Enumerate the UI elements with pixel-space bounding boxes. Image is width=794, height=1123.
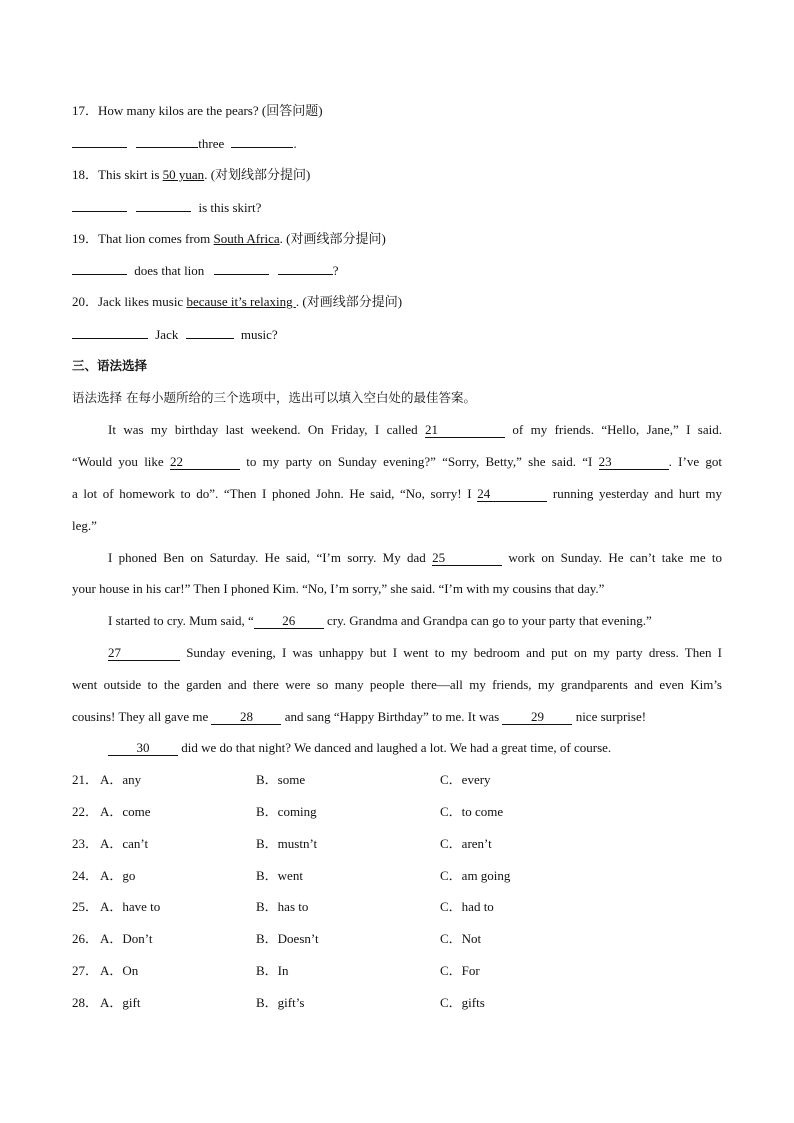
option-a[interactable]: A．go [100, 868, 136, 883]
passage-line: I started to cry. Mum said, “ 26 cry. Grandma and Grandpa can go to your party that evening.” [108, 613, 652, 628]
blank-24[interactable]: 24 [477, 486, 547, 502]
answer-line-20: Jack music? [72, 325, 722, 344]
underlined-phrase: South Africa [213, 231, 280, 246]
option-c[interactable]: C．Not [440, 931, 482, 946]
answer-blank[interactable] [278, 261, 333, 275]
option-c[interactable]: C．had to [440, 899, 494, 914]
answer-line-17: three . [72, 134, 722, 153]
worksheet-page: 17．How many kilos are the pears? (回答问题) three . 18．This skirt is 50 yuan. (对划线部分提问) is this skirt? 19．That lion comes from South Africa. (对画线部分提问) does that lion ? 20．Jack likes music because it’s relaxing . (对画线部分提问) Jack music? 三、语法选择 语法选择 在每小题所给的三个选项中，选出可以填入空白处的最佳答案。 It was my birthday last weekend. On Friday, I called 21 of my friends. “Hello, Jane,” I said. “Would you like 22 to my party on Sunday evening?” “Sorry, Betty,” she said. “I 23 . I’ve got a lot of homework to do”. “Then I phoned John. He said, “No, sorry! I 24 running yesterday and hurt my leg.” I phoned Ben on Saturday. He said, “I’m sorry. My dad 25 work on Sunday. He can’t take me to your house in his car!” Then I phoned Kim. “No, I’m sorry,” she said. “I’m with my cousins that day.” I started to cry. Mum said, “ 26 cry. Grandma and Grandpa can go to your party that evening.” 27 Sunday evening, I was unhappy but I went to my bedroom and put on my party dress. Then I went outside to the garden and there were so many people there—all my friends, my grandparents and even Kim’s cousins! They all gave me 28 and sang “Happy Birthday” to me. It was 29 nice surprise! 30 did we do that night? We danced and laughed a lot. We had a great time, of course. 21． A．any B．some C．every 22． A．come B．coming C．to come 23． A．can’t B．mustn’t C．aren’t 24． A．go B．went C．am going 25． A．have to B．has to C．had to 26． A．Don’t B．Doesn’t C．Not 27． A．On B．In C．For 28． A．gift B．gift’s C．gifts [72, 103, 723, 1010]
answer-blank[interactable] [231, 134, 293, 148]
answer-blank[interactable] [72, 198, 127, 212]
answer-line-19: does that lion ? [72, 261, 722, 280]
answer-blank[interactable] [214, 261, 269, 275]
blank-23[interactable]: 23 [599, 454, 669, 470]
answer-blank[interactable] [136, 198, 191, 212]
option-b[interactable]: B．In [256, 963, 289, 978]
passage-line: cousins! They all gave me 28 and sang “Happy Birthday” to me. It was 29 nice surprise! [72, 709, 647, 724]
underlined-phrase: because it’s relaxing [186, 294, 296, 309]
option-a[interactable]: A．can’t [100, 836, 149, 851]
option-b[interactable]: B．Doesn’t [256, 931, 319, 946]
option-c[interactable]: C．every [440, 772, 491, 787]
option-a[interactable]: A．come [100, 804, 151, 819]
passage-line: went outside to the garden and there were so many people there—all my friends, my grandparents and even Kim’s [72, 677, 722, 692]
option-c[interactable]: C．For [440, 963, 480, 978]
blank-26[interactable]: 26 [254, 613, 324, 629]
passage-line: leg.” [72, 518, 97, 533]
answer-blank[interactable] [186, 325, 234, 339]
option-a[interactable]: A．any [100, 772, 142, 787]
option-b[interactable]: B．has to [256, 899, 309, 914]
option-b[interactable]: B．coming [256, 804, 317, 819]
answer-blank[interactable] [136, 134, 198, 148]
blank-22[interactable]: 22 [170, 454, 240, 470]
answer-line-18: is this skirt? [72, 198, 722, 217]
passage-line: I phoned Ben on Saturday. He said, “I’m sorry. My dad 25 work on Sunday. He can’t take me to [108, 550, 722, 565]
blank-25[interactable]: 25 [432, 550, 502, 566]
question-17: 17．How many kilos are the pears? (回答问题) [72, 103, 323, 118]
option-b[interactable]: B．gift’s [256, 995, 305, 1010]
blank-28[interactable]: 28 [211, 709, 281, 725]
blank-27[interactable]: 27 [108, 645, 180, 661]
option-a[interactable]: A．On [100, 963, 139, 978]
question-19: 19．That lion comes from South Africa. (对画线部分提问) [72, 231, 386, 246]
blank-30[interactable]: 30 [108, 740, 178, 756]
answer-blank[interactable] [72, 325, 148, 339]
passage-line: 27 Sunday evening, I was unhappy but I went to my bedroom and put on my party dress. Then I [108, 645, 723, 660]
option-c[interactable]: C．aren’t [440, 836, 492, 851]
passage-line: It was my birthday last weekend. On Friday, I called 21 of my friends. “Hello, Jane,” I said. [108, 422, 722, 437]
blank-21[interactable]: 21 [425, 422, 505, 438]
option-a[interactable]: A．gift [100, 995, 141, 1010]
answer-blank[interactable] [72, 134, 127, 148]
underlined-phrase: 50 yuan [162, 167, 205, 182]
section-instruction: 语法选择 在每小题所给的三个选项中，选出可以填入空白处的最佳答案。 [72, 390, 476, 405]
option-c[interactable]: C．to come [440, 804, 504, 819]
passage-line: a lot of homework to do”. “Then I phoned John. He said, “No, sorry! I 24 running yesterday and hurt my [72, 486, 723, 501]
option-c[interactable]: C．am going [440, 868, 511, 883]
passage-line: 30 did we do that night? We danced and laughed a lot. We had a great time, of course. [108, 739, 722, 757]
passage-line: “Would you like 22 to my party on Sunday evening?” “Sorry, Betty,” she said. “I 23 . I’ve got [72, 454, 723, 469]
option-b[interactable]: B．went [256, 868, 303, 883]
blank-29[interactable]: 29 [502, 709, 572, 725]
option-a[interactable]: A．have to [100, 899, 161, 914]
answer-blank[interactable] [72, 261, 127, 275]
question-18: 18．This skirt is 50 yuan. (对划线部分提问) [72, 167, 311, 182]
question-20: 20．Jack likes music because it’s relaxing . (对画线部分提问) [72, 294, 403, 309]
option-b[interactable]: B．some [256, 772, 306, 787]
option-b[interactable]: B．mustn’t [256, 836, 318, 851]
section-title: 三、语法选择 [72, 358, 148, 373]
option-a[interactable]: A．Don’t [100, 931, 153, 946]
passage-line: your house in his car!” Then I phoned Kim. “No, I’m sorry,” she said. “I’m with my cousins that day.” [72, 581, 605, 596]
option-c[interactable]: C．gifts [440, 995, 485, 1010]
